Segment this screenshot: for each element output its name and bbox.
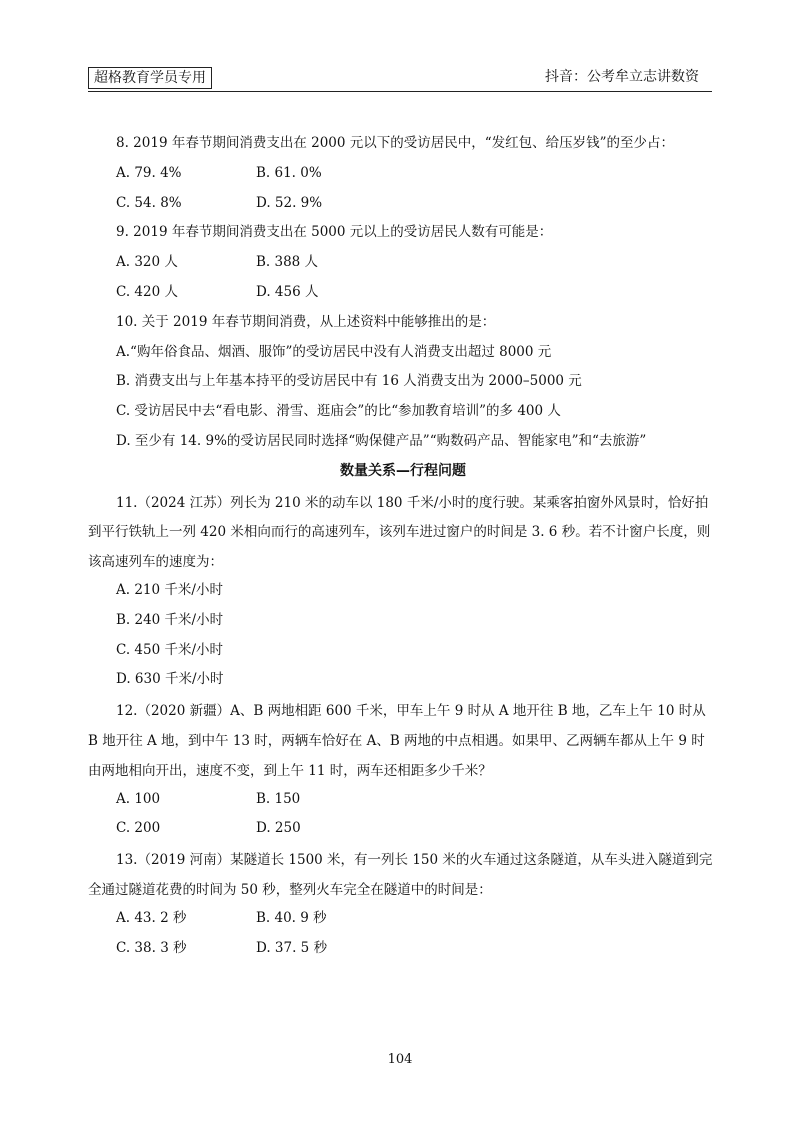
question-13-options-row-1 bbox=[88, 906, 718, 936]
question-12-stem: 12.（2020 新疆）A、B 两地相距 600 千米，甲车上午 9 时从 A 地开往 B 地，乙车上午 10 时从 B 地开往 A 地，到中午 13 时，两辆车恰好在 A、B 两地的中点相遇。如果甲、乙两辆车都从上午 9 时由两地相向开出，速度不变，到上午 11 时，两车还相距多少千米？ bbox=[88, 703, 706, 779]
option-b: B. 388 人 bbox=[256, 254, 319, 271]
option-a: A.“购年俗食品、烟酒、服饰”的受访居民中没有人消费支出超过 8000 元 bbox=[116, 343, 552, 360]
option-d: D. 250 bbox=[256, 820, 301, 837]
option-c: C. 200 bbox=[116, 820, 161, 837]
option-b: B. 61. 0% bbox=[256, 164, 322, 181]
question-10-stem: 10. 关于 2019 年春节期间消费，从上述资料中能够推出的是： bbox=[116, 313, 496, 330]
option-a: A. 320 人 bbox=[116, 254, 178, 271]
question-13-stem: 13.（2019 河南）某隧道长 1500 米，有一列长 150 米的火车通过这条隧道，从车头进入隧道到完全通过隧道花费的时间为 50 秒，整列火车完全在隧道中的时间是： bbox=[88, 852, 713, 898]
header-divider bbox=[88, 91, 712, 92]
question-9-stem: 9. 2019 年春节期间消费支出在 5000 元以上的受访居民人数有可能是： bbox=[116, 224, 553, 241]
option-a: A. 79. 4% bbox=[116, 164, 182, 181]
option-a: A. 100 bbox=[116, 790, 161, 807]
page-content bbox=[88, 131, 718, 965]
header-left-label: 超格教育学员专用 bbox=[88, 67, 212, 89]
header-right-label: 抖音：公考牟立志讲数资 bbox=[545, 69, 699, 85]
question-12-options-row-1 bbox=[88, 787, 718, 817]
option-d: D. 37. 5 秒 bbox=[256, 939, 328, 956]
option-a: A. 43. 2 秒 bbox=[116, 909, 187, 926]
section-title: 数量关系—行程问题 bbox=[340, 462, 466, 479]
option-b: B. 150 bbox=[256, 790, 301, 807]
question-9-options-row-1 bbox=[88, 250, 718, 280]
question-12-options-row-2 bbox=[88, 816, 718, 846]
option-c: C. 38. 3 秒 bbox=[116, 939, 187, 956]
option-c: C. 420 人 bbox=[116, 283, 178, 300]
option-d: D. 至少有 14. 9%的受访居民同时选择“购保健产品”“购数码产品、智能家电”和“去旅游” bbox=[116, 432, 647, 449]
option-a: A. 210 千米/小时 bbox=[116, 581, 223, 598]
option-d: D. 456 人 bbox=[256, 283, 319, 300]
question-8-options-row-2 bbox=[88, 191, 718, 221]
option-d: D. 630 千米/小时 bbox=[116, 671, 224, 688]
option-d: D. 52. 9% bbox=[256, 194, 323, 211]
option-b: B. 消费支出与上年基本持平的受访居民中有 16 人消费支出为 2000–5000 元 bbox=[116, 373, 582, 390]
question-13-options-row-2 bbox=[88, 936, 718, 966]
option-c: C. 450 千米/小时 bbox=[116, 641, 224, 658]
question-8-options-row-1 bbox=[88, 161, 718, 191]
option-b: B. 240 千米/小时 bbox=[116, 611, 224, 628]
question-9-options-row-2 bbox=[88, 280, 718, 310]
question-11-stem: 11.（2024 江苏）列长为 210 米的动车以 180 千米/小时的度行驶。某乘客拍窗外风景时，恰好拍到平行铁轨上一列 420 米相向而行的高速列车，该列车进过窗户的时间是 3. 6 秒。若不计窗户长度，则该高速列车的速度为： bbox=[88, 494, 711, 571]
question-8-stem: 8. 2019 年春节期间消费支出在 2000 元以下的受访居民中，“发红包、给压岁钱”的至少占： bbox=[116, 135, 675, 151]
page-number: 104 bbox=[387, 1052, 413, 1067]
option-c: C. 54. 8% bbox=[116, 194, 182, 211]
option-c: C. 受访居民中去“看电影、滑雪、逛庙会”的比“参加教育培训”的多 400 人 bbox=[116, 403, 561, 420]
option-b: B. 40. 9 秒 bbox=[256, 909, 327, 926]
